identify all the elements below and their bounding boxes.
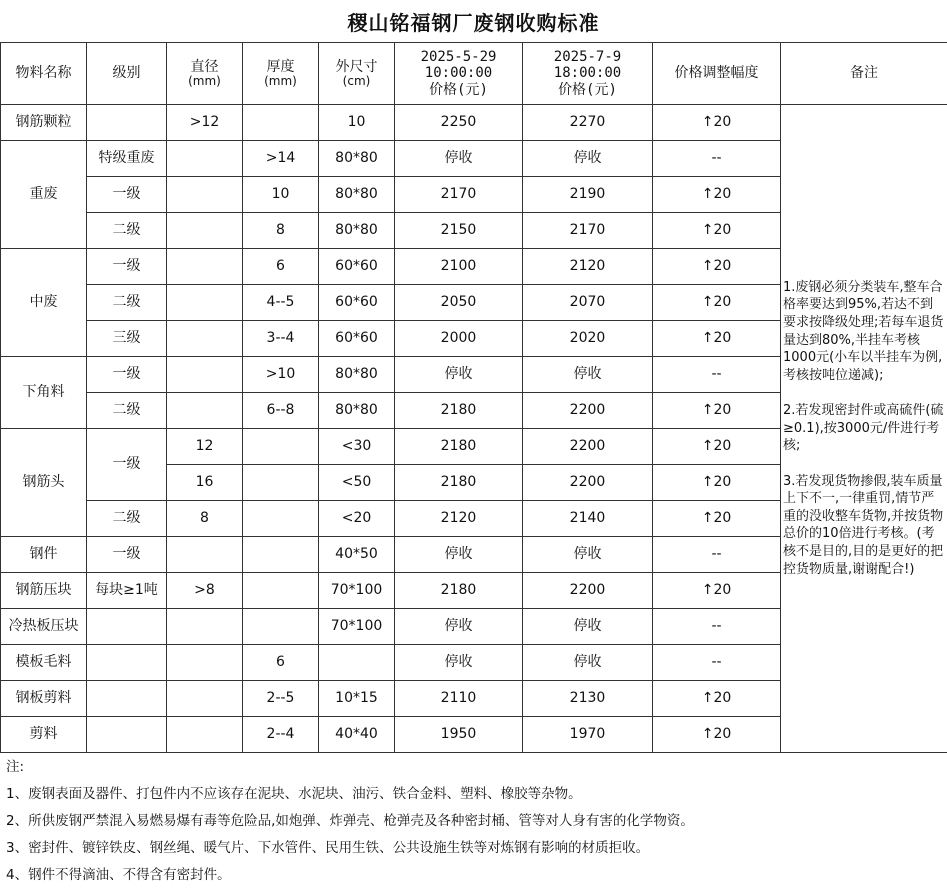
cell-grade — [87, 645, 167, 681]
cell-grade: 一级 — [87, 177, 167, 213]
cell-adjust: ↑20 — [653, 177, 781, 213]
cell-grade: 三级 — [87, 321, 167, 357]
cell-grade — [87, 717, 167, 753]
cell-grade: 二级 — [87, 393, 167, 429]
cell-price-2: 停收 — [523, 645, 653, 681]
cell-thickness: >10 — [243, 357, 319, 393]
cell-price-1: 停收 — [395, 645, 523, 681]
cell-price-2: 2120 — [523, 249, 653, 285]
cell-thickness — [243, 465, 319, 501]
cell-size: 80*80 — [319, 357, 395, 393]
cell-adjust: -- — [653, 357, 781, 393]
cell-diameter — [167, 321, 243, 357]
cell-size: 70*100 — [319, 573, 395, 609]
cell-price-2: 2070 — [523, 285, 653, 321]
material-name: 剪料 — [1, 717, 87, 753]
material-name: 钢筋头 — [1, 429, 87, 537]
cell-grade — [87, 681, 167, 717]
cell-thickness: 8 — [243, 213, 319, 249]
material-name: 模板毛料 — [1, 645, 87, 681]
cell-diameter — [167, 393, 243, 429]
cell-price-2: 2200 — [523, 573, 653, 609]
cell-price-1: 2110 — [395, 681, 523, 717]
material-name: 重废 — [1, 141, 87, 249]
cell-grade: 一级 — [87, 249, 167, 285]
material-name: 钢件 — [1, 537, 87, 573]
header-price-1: 2025-5-29 10:00:00 价格(元) — [395, 43, 523, 105]
cell-price-2: 2130 — [523, 681, 653, 717]
cell-diameter — [167, 681, 243, 717]
cell-adjust: ↑20 — [653, 501, 781, 537]
cell-price-2: 停收 — [523, 537, 653, 573]
cell-diameter — [167, 249, 243, 285]
cell-size: <30 — [319, 429, 395, 465]
cell-diameter — [167, 285, 243, 321]
cell-diameter — [167, 213, 243, 249]
cell-price-2: 2200 — [523, 465, 653, 501]
cell-thickness — [243, 105, 319, 141]
cell-price-1: 2100 — [395, 249, 523, 285]
notes-label: 注: — [6, 759, 25, 775]
cell-price-2: 2270 — [523, 105, 653, 141]
cell-size: 80*80 — [319, 141, 395, 177]
cell-price-1: 2000 — [395, 321, 523, 357]
cell-size: 10*15 — [319, 681, 395, 717]
cell-adjust: ↑20 — [653, 249, 781, 285]
cell-size: 80*80 — [319, 393, 395, 429]
cell-thickness — [243, 429, 319, 465]
cell-price-2: 停收 — [523, 609, 653, 645]
cell-thickness: 2--5 — [243, 681, 319, 717]
cell-size: 60*60 — [319, 321, 395, 357]
header-grade: 级别 — [87, 43, 167, 105]
cell-thickness: 2--4 — [243, 717, 319, 753]
cell-thickness: 6 — [243, 645, 319, 681]
cell-adjust: ↑20 — [653, 465, 781, 501]
cell-grade: 一级 — [87, 429, 167, 501]
cell-diameter: 16 — [167, 465, 243, 501]
cell-diameter — [167, 645, 243, 681]
cell-size: 80*80 — [319, 177, 395, 213]
cell-diameter — [167, 177, 243, 213]
cell-adjust: ↑20 — [653, 681, 781, 717]
cell-price-2: 2200 — [523, 429, 653, 465]
cell-diameter — [167, 609, 243, 645]
notes-section — [6, 754, 941, 889]
cell-adjust: ↑20 — [653, 393, 781, 429]
cell-diameter: >12 — [167, 105, 243, 141]
header-name: 物料名称 — [1, 43, 87, 105]
cell-thickness — [243, 537, 319, 573]
cell-price-1: 停收 — [395, 357, 523, 393]
cell-adjust: ↑20 — [653, 429, 781, 465]
cell-adjust: -- — [653, 141, 781, 177]
material-name: 钢筋颗粒 — [1, 105, 87, 141]
cell-size: 40*50 — [319, 537, 395, 573]
cell-size: <20 — [319, 501, 395, 537]
cell-price-1: 1950 — [395, 717, 523, 753]
cell-adjust: -- — [653, 537, 781, 573]
page-title: 稷山铭福钢厂废钢收购标准 — [347, 10, 600, 35]
material-name: 冷热板压块 — [1, 609, 87, 645]
cell-thickness — [243, 609, 319, 645]
cell-size — [319, 645, 395, 681]
cell-grade: 特级重废 — [87, 141, 167, 177]
cell-size: 60*60 — [319, 249, 395, 285]
header-thickness: 厚度 (mm) — [243, 43, 319, 105]
header-size: 外尺寸 (cm) — [319, 43, 395, 105]
cell-grade — [87, 609, 167, 645]
cell-price-1: 2150 — [395, 213, 523, 249]
cell-size: 10 — [319, 105, 395, 141]
cell-price-1: 2180 — [395, 393, 523, 429]
cell-adjust: ↑20 — [653, 105, 781, 141]
cell-grade: 二级 — [87, 213, 167, 249]
cell-adjust: ↑20 — [653, 573, 781, 609]
header-row — [1, 43, 947, 105]
cell-diameter — [167, 357, 243, 393]
cell-price-2: 2190 — [523, 177, 653, 213]
cell-adjust: ↑20 — [653, 717, 781, 753]
material-name: 钢板剪料 — [1, 681, 87, 717]
cell-size: 70*100 — [319, 609, 395, 645]
header-remark: 备注 — [781, 43, 947, 105]
cell-price-2: 2140 — [523, 501, 653, 537]
cell-diameter: 8 — [167, 501, 243, 537]
note-2: 2、所供废钢严禁混入易燃易爆有毒等危险品,如炮弹、炸弹壳、枪弹壳及各种密封桶、管等对人身有害的化学物资。 — [6, 813, 694, 829]
cell-grade: 每块≥1吨 — [87, 573, 167, 609]
remark-1: 1.废钢必须分类装车,整车合格率要达到95%,若达不到要求按降级处理;若每车退货量达到80%,半挂车考核1000元(小车以半挂车为例,考核按吨位递减); — [783, 279, 944, 383]
cell-price-2: 2200 — [523, 393, 653, 429]
cell-grade: 一级 — [87, 357, 167, 393]
cell-diameter — [167, 717, 243, 753]
price-table — [0, 42, 947, 753]
cell-size: <50 — [319, 465, 395, 501]
material-name: 钢筋压块 — [1, 573, 87, 609]
cell-thickness: 6--8 — [243, 393, 319, 429]
cell-size: 40*40 — [319, 717, 395, 753]
cell-grade: 一级 — [87, 537, 167, 573]
cell-price-1: 2050 — [395, 285, 523, 321]
cell-thickness: 3--4 — [243, 321, 319, 357]
cell-price-1: 停收 — [395, 537, 523, 573]
table-row — [1, 105, 947, 141]
cell-adjust: ↑20 — [653, 321, 781, 357]
cell-price-2: 1970 — [523, 717, 653, 753]
note-1: 1、废钢表面及器件、打包件内不应该存在泥块、水泥块、油污、铁合金料、塑料、橡胶等杂物。 — [6, 786, 582, 802]
cell-price-1: 停收 — [395, 141, 523, 177]
note-3: 3、密封件、镀锌铁皮、钢丝绳、暖气片、下水管件、民用生铁、公共设施生铁等对炼钢有影响的材质拒收。 — [6, 840, 650, 856]
cell-adjust: ↑20 — [653, 285, 781, 321]
cell-price-2: 2020 — [523, 321, 653, 357]
cell-grade — [87, 105, 167, 141]
material-name: 中废 — [1, 249, 87, 357]
cell-grade: 二级 — [87, 501, 167, 537]
cell-size: 80*80 — [319, 213, 395, 249]
cell-thickness: 10 — [243, 177, 319, 213]
cell-grade: 二级 — [87, 285, 167, 321]
cell-price-1: 2250 — [395, 105, 523, 141]
cell-price-1: 2180 — [395, 465, 523, 501]
cell-price-2: 2170 — [523, 213, 653, 249]
cell-price-2: 停收 — [523, 357, 653, 393]
remark-3: 3.若发现货物掺假,装车质量上下不一,一律重罚,情节严重的没收整车货物,并按货物总价的10倍进行考核。(考核不是目的,目的是更好的把控货物质量,谢谢配合!) — [783, 473, 944, 577]
header-price-2: 2025-7-9 18:00:00 价格(元) — [523, 43, 653, 105]
cell-price-1: 2180 — [395, 429, 523, 465]
cell-adjust: ↑20 — [653, 213, 781, 249]
header-adjust: 价格调整幅度 — [653, 43, 781, 105]
cell-thickness: >14 — [243, 141, 319, 177]
remark-2: 2.若发现密封件或高硫件(硫≥0.1),按3000元/件进行考核; — [783, 403, 944, 454]
cell-adjust: -- — [653, 645, 781, 681]
cell-adjust: -- — [653, 609, 781, 645]
cell-diameter: 12 — [167, 429, 243, 465]
cell-size: 60*60 — [319, 285, 395, 321]
cell-thickness — [243, 501, 319, 537]
cell-price-2: 停收 — [523, 141, 653, 177]
cell-diameter — [167, 141, 243, 177]
cell-price-1: 2180 — [395, 573, 523, 609]
material-name: 下角料 — [1, 357, 87, 429]
cell-diameter — [167, 537, 243, 573]
note-4: 4、钢件不得滴油、不得含有密封件。 — [6, 867, 231, 883]
remark-cell — [781, 105, 947, 753]
cell-price-1: 2170 — [395, 177, 523, 213]
cell-thickness — [243, 573, 319, 609]
cell-thickness: 6 — [243, 249, 319, 285]
header-diameter: 直径 (mm) — [167, 43, 243, 105]
cell-price-1: 2120 — [395, 501, 523, 537]
cell-diameter: >8 — [167, 573, 243, 609]
cell-price-1: 停收 — [395, 609, 523, 645]
cell-thickness: 4--5 — [243, 285, 319, 321]
